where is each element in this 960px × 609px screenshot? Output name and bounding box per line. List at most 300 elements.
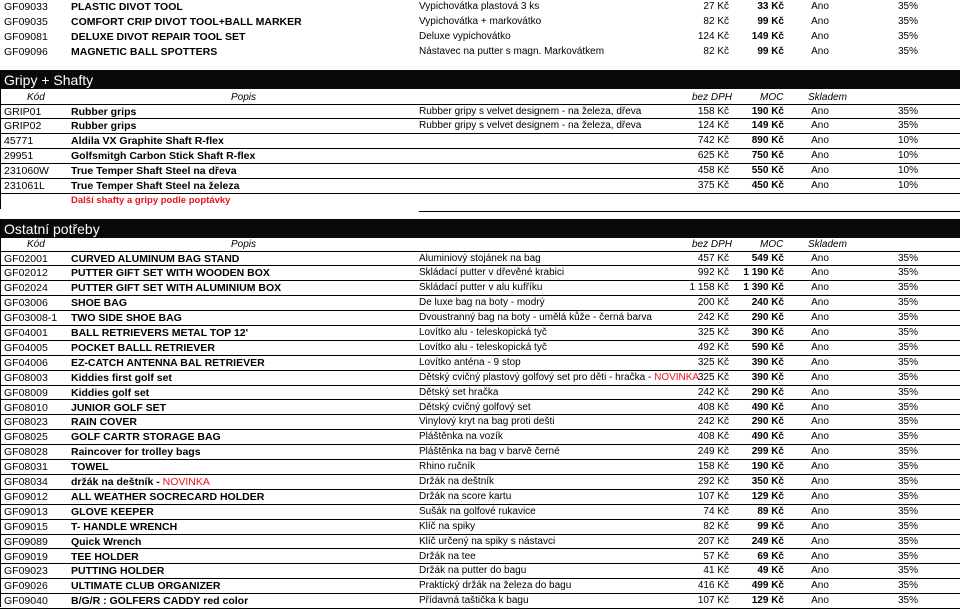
discount-percent [870,164,918,179]
discount-percent [870,490,918,505]
retail-price-text: 99 Kč [757,520,784,532]
product-code [4,550,68,565]
product-code [4,579,68,594]
product-code-text: GF09015 [4,520,48,533]
price-without-vat [685,594,729,609]
product-description [419,475,689,490]
discount-percent-text: 35% [897,490,918,502]
discount-percent-text: 35% [897,356,918,368]
product-code [4,430,68,445]
product-code-text: GF08003 [4,371,48,384]
retail-price-text: 1 390 Kč [743,282,784,294]
product-description-text: Dětský cvičný golfový set [419,401,531,413]
retail-price [732,311,784,326]
retail-price [732,326,784,341]
price-without-vat-text: 242 Kč [697,386,729,398]
in-stock [790,252,850,267]
retail-price-text: 450 Kč [751,180,784,191]
in-stock [790,134,850,149]
product-description [419,490,689,505]
retail-price [732,430,784,445]
product-description [419,401,689,416]
product-name-text: Rubber grips [71,105,137,118]
in-stock-text: Ano [811,312,829,324]
product-name [71,15,411,30]
discount-percent-text: 10% [897,135,918,147]
product-code-text: 45771 [4,135,34,148]
product-code-text: GF08010 [4,401,48,414]
retail-price [732,371,784,386]
table-row [0,45,960,60]
in-stock-text: Ano [811,490,829,502]
in-stock-text: Ano [811,386,829,398]
product-name [71,149,411,164]
product-code-text: 231061L [4,180,45,192]
retail-price-text: 890 Kč [751,135,784,147]
in-stock-text: Ano [811,535,829,547]
table-row [0,579,960,594]
in-stock-text: Ano [811,476,829,487]
retail-price [732,386,784,401]
retail-price [732,30,784,45]
table-left-border [0,219,1,607]
price-without-vat [685,460,729,475]
product-name [71,164,411,179]
product-code-text: GF04005 [4,341,48,354]
price-without-vat-text: 107 Kč [697,490,729,502]
price-without-vat [685,134,729,149]
discount-percent-text: 35% [897,386,918,398]
table-row [0,266,960,281]
discount-percent-text: 35% [897,535,918,547]
price-without-vat [685,475,729,490]
retail-price [732,475,784,490]
in-stock [790,579,850,594]
product-code [4,460,68,475]
discount-percent [870,30,918,45]
product-description-text: Klíč určený na spiky s nástavci [419,535,556,547]
product-description [419,460,689,475]
product-description [419,535,689,550]
product-name-text: ALL WEATHER SOCRECARD HOLDER [71,490,265,503]
product-description [419,296,689,311]
discount-percent-text: 35% [897,1,918,12]
product-name [71,564,411,579]
price-without-vat-text: 82 Kč [703,520,729,532]
table-row [0,535,960,550]
product-description-text: Dětský cvičný plastový golfový set pro děti - hračka - [419,371,655,383]
price-without-vat [685,45,729,60]
product-code [4,520,68,535]
product-code [4,386,68,401]
retail-price-text: 490 Kč [751,401,784,413]
in-stock-text: Ano [811,105,829,117]
section-header-bar [0,70,960,89]
in-stock [790,460,850,475]
table-row [0,15,960,30]
in-stock-text: Ano [811,1,829,12]
discount-percent [870,296,918,311]
discount-percent-text: 35% [897,476,918,487]
product-name-text: PUTTER GIFT SET WITH WOODEN BOX [71,267,270,280]
retail-price [732,341,784,356]
product-code [4,164,68,179]
retail-price-text: 390 Kč [751,356,784,368]
retail-price [732,401,784,416]
product-name [71,475,411,490]
product-code [4,505,68,520]
table-row [0,252,960,267]
price-without-vat [685,341,729,356]
in-stock [790,15,850,30]
product-code-text: GF02024 [4,282,48,295]
product-description [419,415,689,430]
product-name-text: CURVED ALUMINUM BAG STAND [71,252,240,265]
in-stock [790,490,850,505]
table-row [0,415,960,430]
product-name-text: Golfsmitgh Carbon Stick Shaft R-flex [71,150,256,163]
product-description-text: Pláštěnka na vozík [419,431,503,443]
product-name [71,326,411,341]
price-without-vat [685,356,729,371]
in-stock [790,311,850,326]
retail-price [732,179,784,194]
price-without-vat-text: 27 Kč [703,1,729,12]
retail-price [732,445,784,460]
retail-price [732,15,784,30]
product-code-text: GF02012 [4,267,48,280]
in-stock-text: Ano [811,401,829,413]
in-stock-text: Ano [811,30,829,42]
product-code-text: 231060W [4,165,49,178]
price-without-vat [685,0,729,15]
product-name-text: Raincover for trolley bags [71,446,201,459]
price-without-vat-text: 249 Kč [697,446,729,458]
discount-percent [870,505,918,520]
table-row [0,564,960,579]
retail-price [732,460,784,475]
in-stock [790,296,850,311]
in-stock [790,179,850,194]
product-description [419,311,689,326]
discount-percent [870,341,918,356]
price-without-vat-text: 458 Kč [697,165,729,177]
retail-price [732,579,784,594]
product-name-text: Quick Wrench [71,535,142,548]
product-description [419,564,689,579]
retail-price-text: 499 Kč [751,580,784,592]
product-code-text: GF09040 [4,595,48,608]
product-code-text: GF09013 [4,505,48,518]
product-name-text: SHOE BAG [71,297,128,310]
product-name-text: True Temper Shaft Steel na železa [71,180,240,192]
product-code [4,134,68,149]
retail-price-text: 99 Kč [757,15,784,27]
product-code [4,30,68,45]
discount-percent-text: 35% [897,401,918,413]
product-code-text: GF09096 [4,45,48,58]
discount-percent [870,401,918,416]
retail-price-text: 390 Kč [751,371,784,383]
product-name [71,430,411,445]
price-without-vat [685,149,729,164]
product-description-text: Držák na putter do bagu [419,565,527,577]
price-without-vat [685,30,729,45]
product-name-text: PUTTING HOLDER [71,565,165,578]
product-description-text: Dětský set hračka [419,386,499,398]
in-stock [790,564,850,579]
product-name [71,415,411,430]
in-stock [790,550,850,565]
discount-percent-text: 35% [897,371,918,383]
discount-percent-text: 35% [897,120,918,132]
product-name [71,490,411,505]
price-without-vat-text: 1 158 Kč [689,282,729,294]
product-code [4,475,68,490]
product-code [4,535,68,550]
retail-price-text: 290 Kč [751,416,784,428]
product-description-text: Praktický držák na železa do bagu [419,580,572,592]
product-description-text: Lovítko alu - teleskopická tyč [419,341,547,353]
in-stock-text: Ano [811,341,829,353]
price-without-vat [685,119,729,134]
price-without-vat [685,490,729,505]
table-row [0,475,960,490]
price-without-vat [685,564,729,579]
product-name-text: DELUXE DIVOT REPAIR TOOL SET [71,30,246,43]
product-code-text: GF08009 [4,386,48,399]
retail-price-text: 1 190 Kč [743,267,784,279]
in-stock-text: Ano [811,45,829,57]
price-without-vat-text: 325 Kč [697,327,729,338]
discount-percent [870,356,918,371]
product-code [4,564,68,579]
price-without-vat [685,386,729,401]
product-description [419,15,689,30]
product-code [4,341,68,356]
product-description [419,505,689,520]
retail-price [732,296,784,311]
in-stock-text: Ano [811,416,829,428]
discount-percent [870,252,918,267]
discount-percent [870,445,918,460]
table-row [0,430,960,445]
product-name [71,535,411,550]
retail-price [732,594,784,609]
discount-percent [870,415,918,430]
product-code-text: GF08034 [4,476,48,488]
product-name [71,550,411,565]
in-stock [790,0,850,15]
price-without-vat-text: 242 Kč [697,416,729,428]
discount-percent-text: 35% [897,267,918,279]
price-without-vat [685,415,729,430]
retail-price [732,490,784,505]
in-stock-text: Ano [811,135,829,147]
product-code [4,105,68,120]
discount-percent-text: 35% [897,30,918,42]
in-stock [790,371,850,386]
discount-percent [870,15,918,30]
table-row [0,281,960,296]
product-description [419,371,700,386]
product-name-text: Kiddies first golf set [71,371,172,384]
discount-percent [870,266,918,281]
retail-price [732,149,784,164]
in-stock-text: Ano [811,282,829,294]
table-row [0,119,960,134]
table-row [0,179,960,194]
price-without-vat [685,430,729,445]
discount-percent-text: 35% [897,312,918,324]
column-header-row [0,238,960,252]
product-description [419,0,689,15]
discount-percent-text: 35% [897,505,918,517]
retail-price [732,281,784,296]
price-without-vat [685,296,729,311]
discount-percent-text: 35% [897,446,918,458]
discount-percent [870,45,918,60]
retail-price-text: 240 Kč [751,297,784,309]
retail-price-text: 350 Kč [751,476,784,487]
price-without-vat-text: 416 Kč [697,580,729,592]
product-name [71,45,411,60]
retail-price [732,505,784,520]
retail-price [732,252,784,267]
product-code-text: GF09023 [4,565,48,578]
discount-percent [870,520,918,535]
product-description-text: Rubber gripy s velvet designem - na železa, dřeva [419,120,642,132]
price-without-vat [685,105,729,120]
column-header-popis: Popis [231,92,257,103]
retail-price-text: 129 Kč [751,490,784,502]
column-header-popis: Popis [231,239,257,250]
in-stock-text: Ano [811,165,829,177]
product-code-text: GF08025 [4,431,48,444]
price-without-vat-text: 200 Kč [697,297,729,309]
retail-price-text: 190 Kč [751,461,784,473]
product-code-text: GF09035 [4,15,48,28]
price-without-vat [685,266,729,281]
divider [419,211,960,212]
column-header-code: Kód [27,239,45,250]
discount-percent-text: 35% [897,461,918,473]
product-description-text: Deluxe vypichovátko [419,30,511,42]
product-name-text: RAIN COVER [71,416,137,429]
product-name [71,179,411,194]
product-code-text: GRIP02 [4,120,42,133]
retail-price [732,520,784,535]
table-row [0,296,960,311]
discount-percent [870,475,918,490]
product-description-text: Držák na tee [419,550,476,562]
product-name [71,296,411,311]
discount-percent-text: 35% [897,282,918,294]
product-name [71,505,411,520]
table-row [0,445,960,460]
discount-percent [870,311,918,326]
in-stock [790,326,850,341]
product-code [4,356,68,371]
product-description-text: Klíč na spiky [419,520,476,532]
discount-percent [870,386,918,401]
product-description [419,579,689,594]
in-stock [790,535,850,550]
price-without-vat-text: 57 Kč [703,550,729,562]
discount-percent-text: 35% [897,15,918,27]
product-name [71,281,411,296]
product-description [419,520,689,535]
retail-price-text: 249 Kč [751,535,784,547]
product-name [71,311,411,326]
price-without-vat-text: 207 Kč [697,535,729,547]
product-description-novinka-tag: NOVINKA [654,371,700,383]
product-code [4,296,68,311]
price-without-vat-text: 992 Kč [697,267,729,279]
product-name-text: EZ-CATCH ANTENNA BAL RETRIEVER [71,356,265,369]
discount-percent-text: 35% [897,595,918,607]
in-stock-text: Ano [811,565,829,577]
product-code [4,371,68,386]
column-header-code: Kód [27,92,45,103]
product-code-text: 29951 [4,150,34,163]
product-description [419,341,689,356]
table-row [0,386,960,401]
retail-price-text: 149 Kč [751,120,784,132]
in-stock [790,430,850,445]
product-code [4,401,68,416]
price-without-vat-text: 124 Kč [697,30,729,42]
in-stock [790,341,850,356]
product-name-text: TOWEL [71,461,109,474]
price-without-vat [685,311,729,326]
retail-price [732,119,784,134]
product-description [419,30,689,45]
product-description-text: Rhino ručník [419,461,476,473]
product-name-text: COMFORT CRIP DIVOT TOOL+BALL MARKER [71,15,302,28]
discount-percent [870,326,918,341]
column-header-moc: MOC [760,92,784,103]
product-name-text: JUNIOR GOLF SET [71,401,167,414]
discount-percent-text: 35% [897,327,918,338]
product-name-text: PUTTER GIFT SET WITH ALUMINIUM BOX [71,282,282,295]
price-without-vat [685,535,729,550]
product-code [4,594,68,609]
retail-price-text: 590 Kč [751,341,784,353]
in-stock [790,45,850,60]
column-header-bez-dph: bez DPH [692,92,733,103]
product-name-text: BALL RETRIEVERS METAL TOP 12' [71,327,249,339]
product-name [71,386,411,401]
retail-price-text: 390 Kč [751,327,784,338]
table-row [0,311,960,326]
table-row [0,149,960,164]
discount-percent-text: 10% [897,165,918,177]
discount-percent [870,134,918,149]
product-code [4,179,68,194]
product-description [419,105,689,120]
price-without-vat-text: 742 Kč [697,135,729,147]
in-stock-text: Ano [811,446,829,458]
product-description-text: Skládací putter v dřevěné krabici [419,267,565,279]
product-description-text: Pláštěnka na bag v barvě černé [419,446,560,458]
table-row [0,490,960,505]
product-name [71,0,411,15]
product-code [4,311,68,326]
discount-percent-text: 35% [897,416,918,428]
product-code-text: GF09026 [4,580,48,593]
retail-price [732,535,784,550]
